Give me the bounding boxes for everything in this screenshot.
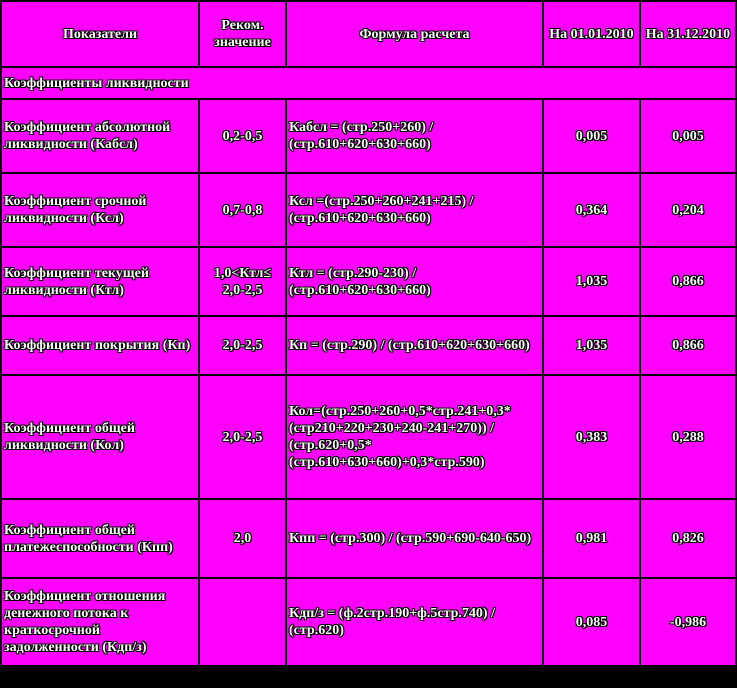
header-start-date: На 01.01.2010	[544, 2, 639, 66]
header-recommended: Реком. значение	[200, 2, 285, 66]
ratio-recommended: 1,0<Ктл≤ 2,0-2,5	[200, 248, 285, 315]
ratio-name: Коэффициент текущей ликвидности (Ктл)	[2, 248, 198, 315]
ratio-value-end: 0,204	[641, 174, 735, 246]
ratio-recommended: 0,7-0,8	[200, 174, 285, 246]
ratio-value-start: 0,383	[544, 376, 639, 498]
header-formula: Формула расчета	[287, 2, 542, 66]
ratio-value-start: 0,981	[544, 500, 639, 577]
ratio-formula: Кпп = (стр.300) / (стр.590+690-640-650)	[287, 500, 542, 577]
ratio-value-end: 0,005	[641, 100, 735, 172]
ratio-formula: Кп = (стр.290) / (стр.610+620+630+660)	[287, 317, 542, 374]
table-row	[2, 100, 735, 172]
ratio-formula: Кол=(стр.250+260+0,5*стр.241+0,3*(стр210+220+230+240-241+270)) / (стр.620+0,5*(стр.610+630+660)+0,3*стр.590)	[287, 376, 542, 498]
ratio-recommended: 2,0-2,5	[200, 376, 285, 498]
table-row	[2, 317, 735, 374]
ratio-value-end: 0,866	[641, 317, 735, 374]
ratio-name: Коэффициент общей платежеспособности (Кпп)	[2, 500, 198, 577]
ratio-formula: Ксл =(стр.250+260+241+215) / (стр.610+620+630+660)	[287, 174, 542, 246]
ratio-name: Коэффициент срочной ликвидности (Ксл)	[2, 174, 198, 246]
ratio-value-start: 0,364	[544, 174, 639, 246]
ratio-formula: Кдп/з = (ф.2стр.190+ф.5стр.740) / (стр.620)	[287, 579, 542, 665]
table-row	[2, 376, 735, 498]
header-indicator: Показатели	[2, 2, 198, 66]
ratio-value-start: 1,035	[544, 248, 639, 315]
ratio-formula: Кабсл = (стр.250+260) / (стр.610+620+630+660)	[287, 100, 542, 172]
ratio-name: Коэффициент общей ликвидности (Кол)	[2, 376, 198, 498]
table-header-row	[2, 2, 735, 66]
table-row	[2, 500, 735, 577]
ratio-name: Коэффициент отношения денежного потока к краткосрочной задолженности (Кдп/з)	[2, 579, 198, 665]
section-title: Коэффициенты ликвидности	[2, 68, 735, 98]
ratio-recommended: 0,2-0,5	[200, 100, 285, 172]
ratio-value-end: 0,826	[641, 500, 735, 577]
ratio-value-end: 0,866	[641, 248, 735, 315]
table-row	[2, 248, 735, 315]
ratio-value-end: 0,288	[641, 376, 735, 498]
ratio-name: Коэффициент абсолютной ликвидности (Кабсл)	[2, 100, 198, 172]
ratio-name: Коэффициент покрытия (Кп)	[2, 317, 198, 374]
section-row	[2, 68, 735, 98]
ratio-formula: Ктл = (стр.290-230) / (стр.610+620+630+660)	[287, 248, 542, 315]
ratio-recommended: 2,0-2,5	[200, 317, 285, 374]
ratio-value-start: 0,085	[544, 579, 639, 665]
ratio-recommended	[200, 579, 285, 665]
ratio-recommended: 2,0	[200, 500, 285, 577]
table-row	[2, 579, 735, 665]
table-row	[2, 174, 735, 246]
header-end-date: На 31.12.2010	[641, 2, 735, 66]
ratio-value-end: -0,986	[641, 579, 735, 665]
ratio-value-start: 0,005	[544, 100, 639, 172]
ratio-value-start: 1,035	[544, 317, 639, 374]
